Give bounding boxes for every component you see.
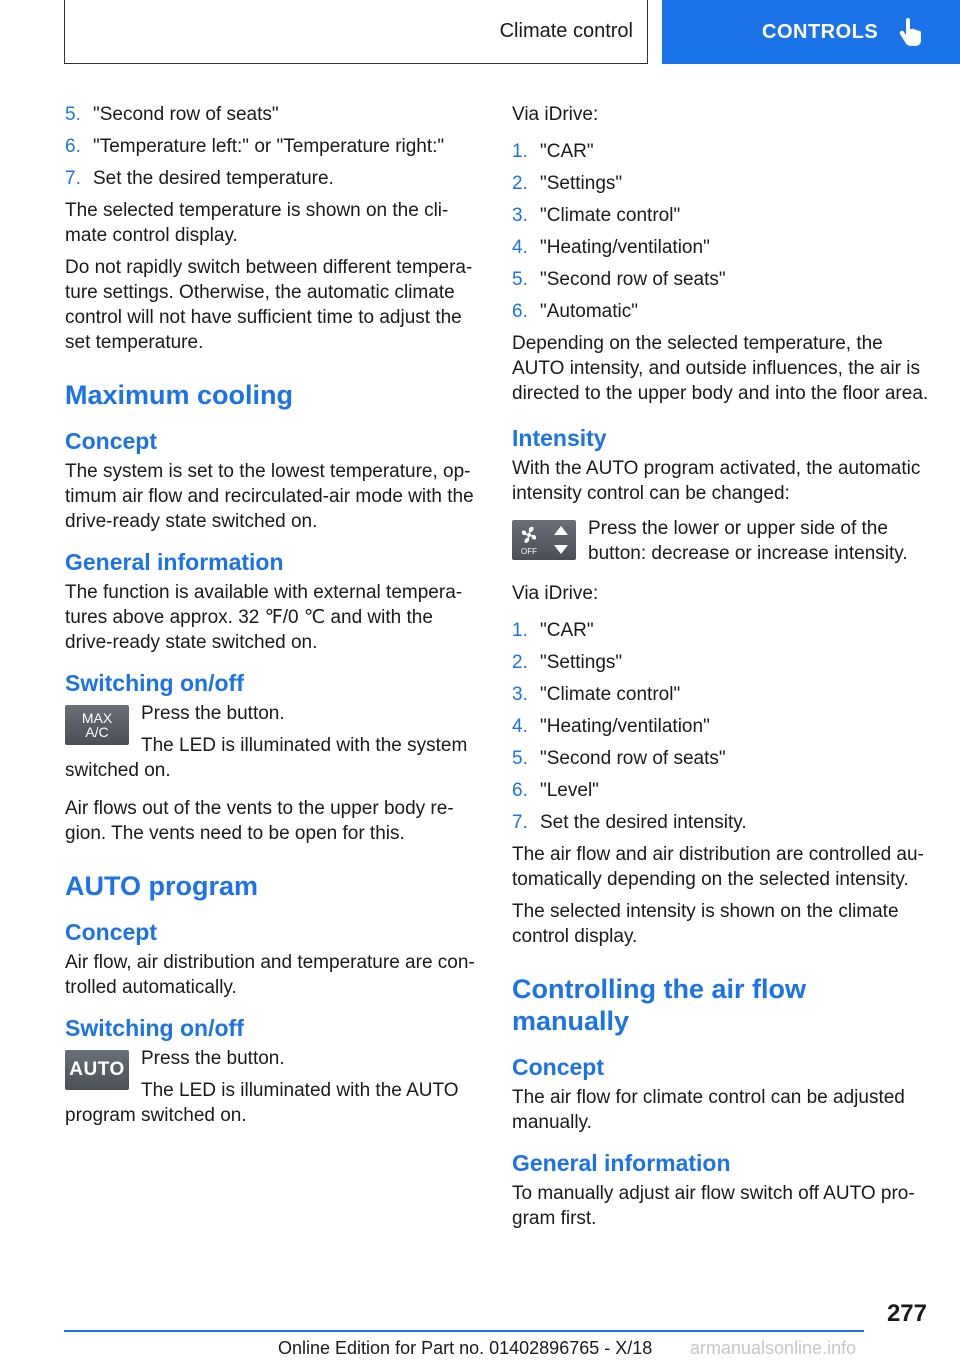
paragraph: Press the lower or upper side of the button: decrease or increase intensity. <box>588 518 908 564</box>
paragraph: Depending on the selected temperature, the AUTO intensity, and outside influences, the air is directed to the upper body and into the floor area. <box>512 333 929 404</box>
list-item: 6. "Level" <box>512 780 599 801</box>
fan-icon <box>518 523 540 557</box>
list-item: 4. "Heating/ventilation" <box>512 237 710 258</box>
heading-switching-on-off: Switching on/off <box>65 670 244 696</box>
page-number: 277 <box>886 1300 927 1327</box>
heading-general-information: General information <box>65 549 284 575</box>
intensity-button-icon <box>512 520 576 560</box>
heading-maximum-cooling: Maximum cooling <box>65 380 294 410</box>
max-ac-button-icon: MAX A/C <box>65 705 129 745</box>
heading-switching-on-off: Switching on/off <box>65 1015 244 1041</box>
paragraph: With the AUTO program activated, the automatic intensity control can be changed: <box>512 458 921 504</box>
list-item: 1. "CAR" <box>512 620 594 641</box>
left-column <box>65 102 477 1135</box>
heading-intensity: Intensity <box>512 425 607 451</box>
footer-divider <box>64 1330 864 1332</box>
auto-instruction <box>65 1046 477 1135</box>
heading-controlling-air-flow: Controlling the air flow manually <box>512 974 806 1036</box>
watermark: armanualsonline.info <box>690 1338 857 1358</box>
paragraph: Press the button. <box>141 1048 285 1069</box>
list-item: 5. "Second row of seats" <box>512 269 726 290</box>
list-item: 1. "CAR" <box>512 141 594 162</box>
paragraph: The selected intensity is shown on the climate control display. <box>512 901 899 947</box>
paragraph: Air flows out of the vents to the upper body re‐ gion. The vents need to be open for this. <box>65 798 454 844</box>
pointing-hand-icon <box>898 17 924 47</box>
list-item: 2. "Settings" <box>512 173 623 194</box>
list-item: 6. "Automatic" <box>512 301 638 322</box>
heading-concept: Concept <box>65 428 157 454</box>
list-item: 5. "Second row of seats" <box>512 748 726 769</box>
paragraph: Via iDrive: <box>512 583 599 604</box>
svg-text:OFF: OFF <box>521 547 537 556</box>
list-item: 2. "Settings" <box>512 652 623 673</box>
list-item: 3. "Climate control" <box>512 684 681 705</box>
paragraph: To manually adjust air flow switch off AUTO pro‐ gram first. <box>512 1183 915 1229</box>
up-down-arrows-icon <box>552 523 570 557</box>
paragraph: The function is available with external tempera‐ tures above approx. 32 ℉/0 ℃ and with the drive-ready state switched on. <box>65 582 463 653</box>
heading-general-information: General information <box>512 1150 731 1176</box>
auto-button-icon: AUTO <box>65 1050 129 1090</box>
maxac-instruction <box>65 701 477 790</box>
chapter-title: CONTROLS <box>762 20 879 43</box>
paragraph: The air flow for climate control can be adjusted manually. <box>512 1087 905 1133</box>
list-item: 3. "Climate control" <box>512 205 681 226</box>
paragraph: Do not rapidly switch between different tempera‐ ture settings. Otherwise, the automatic climate control will not have sufficient time to adjust the set temperature. <box>65 257 473 353</box>
heading-concept: Concept <box>512 1054 604 1080</box>
paragraph: Via iDrive: <box>512 104 599 125</box>
heading-concept: Concept <box>65 919 157 945</box>
section-title: Climate control <box>499 20 633 42</box>
paragraph: Air flow, air distribution and temperature are con‐ trolled automatically. <box>65 952 475 998</box>
paragraph: Press the button. <box>141 703 285 724</box>
list-item: 6. "Temperature left:" or "Temperature right:" <box>65 136 445 157</box>
paragraph: The LED is illuminated with the system switched on. <box>65 735 468 781</box>
intensity-instruction <box>512 516 930 573</box>
paragraph: The air flow and air distribution are controlled au‐ tomatically depending on the selected intensity. <box>512 844 924 890</box>
section-header <box>64 0 648 64</box>
list-item: 4. "Heating/ventilation" <box>512 716 710 737</box>
right-column <box>512 102 930 1238</box>
list-item: 7. Set the desired temperature. <box>65 168 334 189</box>
list-item: 5. "Second row of seats" <box>65 104 279 125</box>
list-item: 7. Set the desired intensity. <box>512 812 747 833</box>
paragraph: The system is set to the lowest temperature, op‐ timum air flow and recirculated-air mode with the drive-ready state switched on. <box>65 461 474 532</box>
edition-footer: Online Edition for Part no. 01402896765 - X/18 <box>278 1338 653 1358</box>
paragraph: The LED is illuminated with the AUTO program switched on. <box>65 1080 459 1126</box>
paragraph: The selected temperature is shown on the cli‐ mate control display. <box>65 200 449 246</box>
chapter-header <box>662 0 960 64</box>
heading-auto-program: AUTO program <box>65 871 259 901</box>
